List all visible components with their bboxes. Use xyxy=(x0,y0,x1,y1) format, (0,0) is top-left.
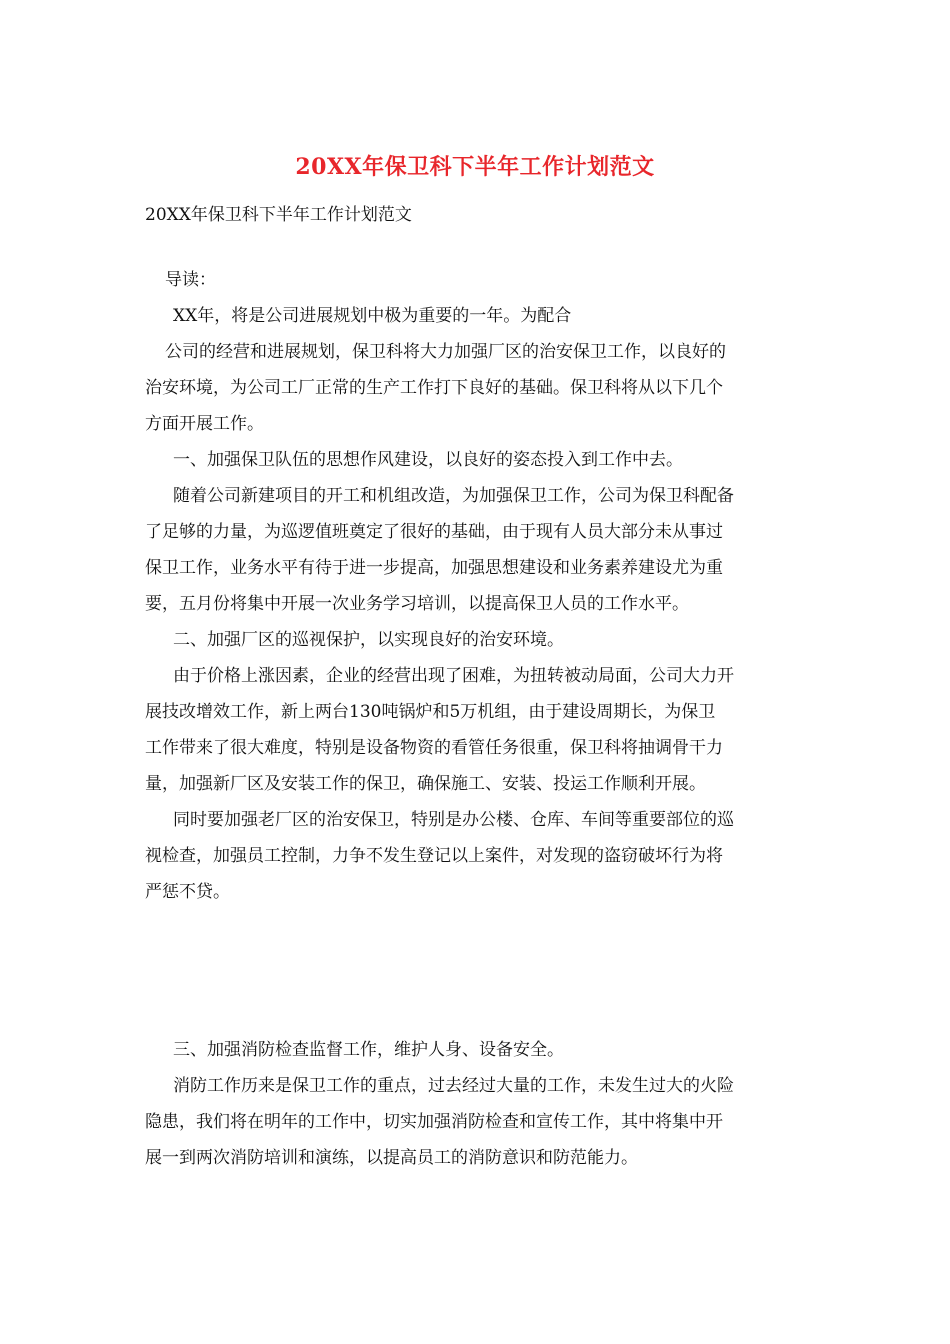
intro-label: 导读： xyxy=(165,270,216,290)
paragraph-line: 严惩不贷。 xyxy=(145,882,230,902)
document-subtitle: 20XX年保卫科下半年工作计划范文 xyxy=(145,205,412,225)
paragraph-line: 隐患，我们将在明年的工作中，切实加强消防检查和宣传工作，其中将集中开 xyxy=(145,1112,723,1132)
paragraph-line: 公司的经营和进展规划，保卫科将大力加强厂区的治安保卫工作，以良好的 xyxy=(165,342,726,362)
section-heading: 一、加强保卫队伍的思想作风建设，以良好的姿态投入到工作中去。 xyxy=(173,450,683,470)
paragraph-line: 保卫工作，业务水平有待于进一步提高，加强思想建设和业务素养建设尤为重 xyxy=(145,558,723,578)
body-upper xyxy=(145,262,810,910)
paragraph-line: 同时要加强老厂区的治安保卫，特别是办公楼、仓库、车间等重要部位的巡 xyxy=(173,810,734,830)
paragraph-line: 方面开展工作。 xyxy=(145,414,264,434)
section-heading: 二、加强厂区的巡视保护，以实现良好的治安环境。 xyxy=(173,630,564,650)
paragraph-line: 量，加强新厂区及安装工作的保卫，确保施工、安装、投运工作顺利开展。 xyxy=(145,774,706,794)
paragraph-line: 随着公司新建项目的开工和机组改造，为加强保卫工作，公司为保卫科配备 xyxy=(173,486,734,506)
paragraph-line: XX年，将是公司进展规划中极为重要的一年。为配合 xyxy=(173,306,572,326)
paragraph-line: 视检查，加强员工控制，力争不发生登记以上案件，对发现的盗窃破坏行为将 xyxy=(145,846,723,866)
section-heading: 三、加强消防检查监督工作，维护人身、设备安全。 xyxy=(173,1040,564,1060)
paragraph-line: 治安环境，为公司工厂正常的生产工作打下良好的基础。保卫科将从以下几个 xyxy=(145,378,723,398)
paragraph-line: 展一到两次消防培训和演练，以提高员工的消防意识和防范能力。 xyxy=(145,1148,638,1168)
paragraph-line: 展技改增效工作，新上两台130吨锅炉和5万机组，由于建设周期长，为保卫 xyxy=(145,702,716,722)
paragraph-line: 消防工作历来是保卫工作的重点，过去经过大量的工作，未发生过大的火险 xyxy=(173,1076,734,1096)
paragraph-line: 工作带来了很大难度，特别是设备物资的看管任务很重，保卫科将抽调骨干力 xyxy=(145,738,723,758)
paragraph-line: 由于价格上涨因素，企业的经营出现了困难，为扭转被动局面，公司大力开 xyxy=(173,666,734,686)
paragraph-line: 了足够的力量，为巡逻值班奠定了很好的基础，由于现有人员大部分未从事过 xyxy=(145,522,723,542)
body-lower xyxy=(145,1032,810,1176)
document-title: 20XX年保卫科下半年工作计划范文 xyxy=(295,154,655,180)
paragraph-line: 要，五月份将集中开展一次业务学习培训，以提高保卫人员的工作水平。 xyxy=(145,594,689,614)
